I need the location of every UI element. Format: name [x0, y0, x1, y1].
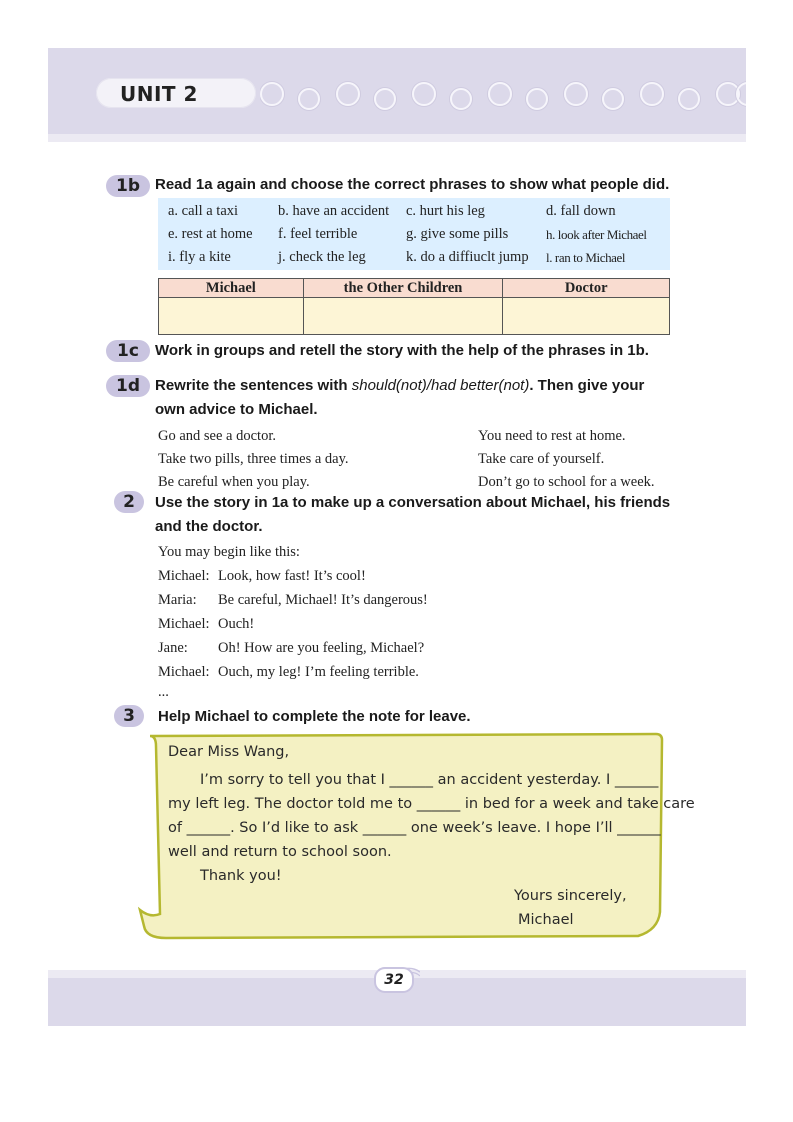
speaker-3: Michael:	[158, 616, 210, 632]
sentence-right-1: You need to rest at home.	[478, 428, 626, 444]
line-4: Oh! How are you feeling, Michael?	[218, 640, 425, 656]
dialogue-ellipsis: ...	[158, 684, 169, 700]
dialogue-intro: You may begin like this:	[158, 544, 300, 560]
table-header-michael: Michael	[159, 279, 304, 298]
sentence-right-2: Take care of yourself.	[478, 451, 605, 467]
decorative-circles	[260, 80, 746, 112]
phrase-g: g. give some pills	[406, 226, 509, 242]
section-1d-heading: Rewrite the sentences with should(not)/had better(not). Then give your	[155, 377, 645, 394]
section-1d-heading-line2: own advice to Michael.	[155, 401, 318, 418]
section-number-1d: 1d	[106, 375, 150, 397]
speaker-2: Maria:	[158, 592, 197, 608]
phrase-c: c. hurt his leg	[406, 203, 485, 219]
line-3: Ouch!	[218, 616, 255, 632]
phrase-a: a. call a taxi	[168, 203, 239, 219]
phrase-f: f. feel terrible	[278, 226, 358, 242]
answer-cell-other-children[interactable]	[303, 298, 503, 335]
answer-cell-doctor[interactable]	[503, 298, 670, 335]
classification-table	[158, 278, 670, 335]
section-2-heading-line2: and the doctor.	[155, 518, 263, 535]
page-number: 32	[374, 967, 414, 993]
section-number-1c: 1c	[106, 340, 150, 362]
header-band-strip	[48, 134, 746, 142]
section-number-2: 2	[114, 491, 144, 513]
section-1b-heading: Read 1a again and choose the correct phrases to show what people did.	[155, 176, 670, 193]
phrase-k: k. do a diffiuclt jump	[406, 249, 529, 265]
answer-cell-michael[interactable]	[159, 298, 304, 335]
phrase-j: j. check the leg	[278, 249, 366, 265]
note-line-1: I’m sorry to tell you that I ______ an accident yesterday. I ______	[200, 772, 659, 788]
phrase-e: e. rest at home	[168, 226, 253, 242]
note-signature: Michael	[518, 912, 574, 928]
note-thanks: Thank you!	[200, 868, 282, 884]
table-header-other-children: the Other Children	[303, 279, 503, 298]
section-3-heading: Help Michael to complete the note for leave.	[158, 708, 471, 725]
sentence-left-3: Be careful when you play.	[158, 474, 310, 490]
textbook-page	[48, 48, 746, 1026]
phrase-i: i. fly a kite	[168, 249, 231, 265]
sentence-left-1: Go and see a doctor.	[158, 428, 276, 444]
phrase-b: b. have an accident	[278, 203, 390, 219]
section-1c-heading: Work in groups and retell the story with the help of the phrases in 1b.	[155, 342, 649, 359]
phrase-l: l. ran to Michael	[546, 250, 626, 265]
page-number-badge	[370, 966, 420, 990]
speaker-5: Michael:	[158, 664, 210, 680]
line-1: Look, how fast! It’s cool!	[218, 568, 366, 584]
note-paper	[138, 732, 668, 942]
note-line-2: my left leg. The doctor told me to ______ in bed for a week and take care	[168, 796, 695, 812]
section-number-3: 3	[114, 705, 144, 727]
phrase-h: h. look after Michael	[546, 227, 647, 242]
note-greeting: Dear Miss Wang,	[168, 744, 290, 760]
phrase-d: d. fall down	[546, 203, 616, 219]
line-2: Be careful, Michael! It’s dangerous!	[218, 592, 428, 608]
unit-label: UNIT 2	[120, 82, 198, 106]
note-line-3: of ______. So I’d like to ask ______ one week’s leave. I hope I’ll ______	[168, 820, 661, 836]
table-header-doctor: Doctor	[503, 279, 670, 298]
leave-note	[138, 732, 695, 942]
section-2-heading: Use the story in 1a to make up a conversation about Michael, his friends	[155, 494, 671, 511]
section-number-1b: 1b	[106, 175, 150, 197]
phrase-box	[158, 198, 670, 270]
line-5: Ouch, my leg! I’m feeling terrible.	[218, 664, 419, 680]
sentence-left-2: Take two pills, three times a day.	[158, 451, 349, 467]
speaker-1: Michael:	[158, 568, 210, 584]
sentence-right-3: Don’t go to school for a week.	[478, 474, 655, 490]
note-line-4: well and return to school soon.	[168, 844, 392, 860]
note-closing: Yours sincerely,	[514, 888, 627, 904]
speaker-4: Jane:	[158, 640, 188, 656]
